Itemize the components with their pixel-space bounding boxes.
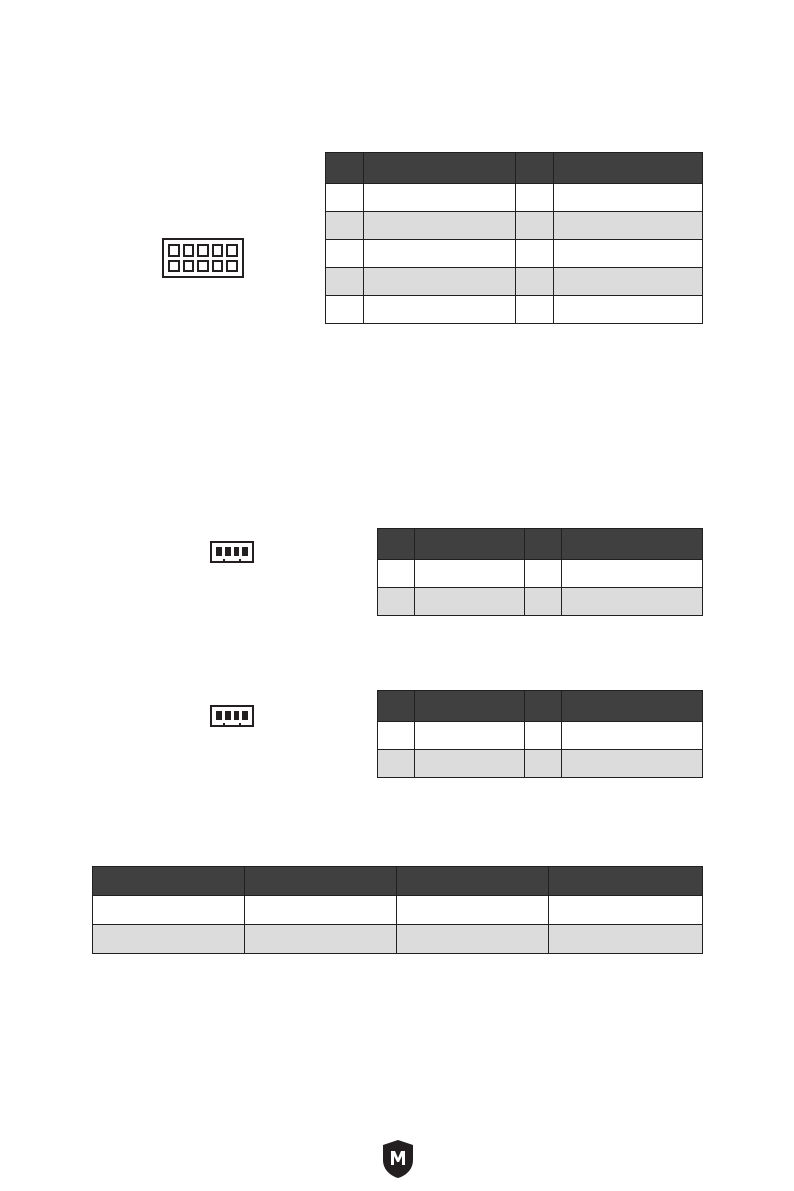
table-row [326,268,703,296]
table-row [326,184,703,212]
4-pin-header-graphic-b [210,705,254,727]
table-cell [554,268,703,296]
table-header-row [378,529,703,560]
table-cell [378,722,415,750]
table-cell [549,896,703,925]
column-header [554,153,703,184]
column-header [525,529,562,560]
pin [226,244,238,257]
shield-logo [383,1140,413,1178]
table-cell [562,750,703,778]
table-cell [415,750,525,778]
pin [197,260,209,273]
pin [168,244,180,257]
table-cell [554,240,703,268]
column-header [326,153,364,184]
column-header [562,529,703,560]
column-header [549,867,703,896]
pin [226,260,238,273]
table-cell [364,184,516,212]
table-cell [378,750,415,778]
column-header [525,691,562,722]
table-cell [516,184,554,212]
table-cell [245,896,397,925]
table-cell [326,268,364,296]
column-header [245,867,397,896]
column-header [397,867,549,896]
table-row [378,560,703,588]
pin [197,244,209,257]
pin [168,260,180,273]
table-cell [378,588,415,616]
table-cell [516,212,554,240]
column-header [562,691,703,722]
table-cell [525,588,562,616]
table-header-row [378,691,703,722]
table-row [378,750,703,778]
table-cell [364,212,516,240]
column-header [516,153,554,184]
table-row [93,925,703,954]
table-cell [397,925,549,954]
pin [212,260,224,273]
table-cell [415,560,525,588]
four-pin-connector-table-a [377,528,703,616]
pin [183,244,195,257]
four-pin-connector-table-b [377,690,703,778]
pin [212,244,224,257]
table-cell [516,296,554,324]
jumper-setting-table [92,866,703,954]
table-cell [415,588,525,616]
pin [234,711,240,720]
table-cell [326,212,364,240]
column-header [93,867,245,896]
table-cell [378,560,415,588]
table-row [326,212,703,240]
table-cell [245,925,397,954]
table-cell [326,184,364,212]
table-row [378,588,703,616]
table-cell [326,296,364,324]
table-cell [415,722,525,750]
table-cell [364,240,516,268]
column-header [415,691,525,722]
table-cell [554,184,703,212]
pin [242,547,248,556]
table-cell [364,296,516,324]
table-cell [93,925,245,954]
table-cell [549,925,703,954]
table-cell [364,268,516,296]
table-cell [326,240,364,268]
table-row [326,296,703,324]
table-header-row [93,867,703,896]
pin [242,711,248,720]
pin [216,711,222,720]
pin-row [216,711,248,720]
10-pin-header-graphic [162,238,244,278]
table-row [93,896,703,925]
pin [216,547,222,556]
table-cell [525,750,562,778]
pin [234,547,240,556]
table-header-row [326,153,703,184]
table-cell [525,560,562,588]
table-cell [562,722,703,750]
column-header [378,529,415,560]
table-row [378,722,703,750]
table-cell [562,588,703,616]
table-cell [397,896,549,925]
table-cell [516,268,554,296]
table-cell [516,240,554,268]
table-cell [554,296,703,324]
table-cell [562,560,703,588]
4-pin-header-graphic-a [210,541,254,563]
table-row [326,240,703,268]
front-audio-pin-table [325,152,703,324]
pin [225,711,231,720]
pin [225,547,231,556]
pin [183,260,195,273]
pin-row [216,547,248,556]
table-cell [93,896,245,925]
table-cell [554,212,703,240]
column-header [364,153,516,184]
table-cell [525,722,562,750]
column-header [378,691,415,722]
pin-grid [168,244,238,272]
column-header [415,529,525,560]
